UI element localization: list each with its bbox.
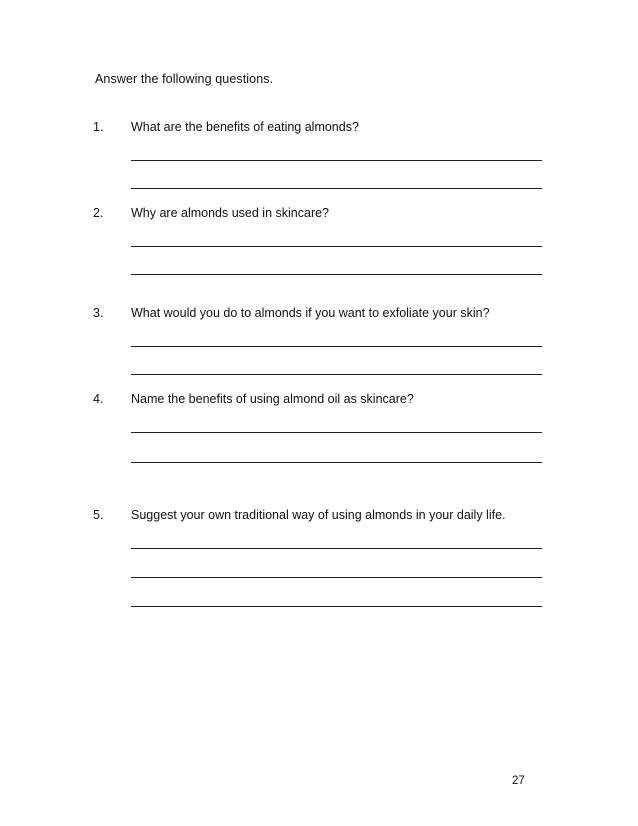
question-1-answer-line-2[interactable] [131, 188, 542, 189]
question-4-answer-line-2[interactable] [131, 462, 542, 463]
question-3-answer-line-2[interactable] [131, 374, 542, 375]
question-2-answer-line-1[interactable] [131, 246, 542, 247]
question-5-text: Suggest your own traditional way of using almonds in your daily life. [131, 508, 506, 522]
instruction-text: Answer the following questions. [95, 72, 274, 86]
question-1-number: 1. [93, 120, 104, 134]
question-3-text: What would you do to almonds if you want to exfoliate your skin? [131, 306, 490, 320]
question-2-answer-line-2[interactable] [131, 274, 542, 275]
question-4-text: Name the benefits of using almond oil as skincare? [131, 392, 414, 406]
question-2-number: 2. [93, 206, 104, 220]
page-number: 27 [512, 775, 525, 787]
question-4-answer-line-1[interactable] [131, 432, 542, 433]
question-3-number: 3. [93, 306, 104, 320]
question-3-answer-line-1[interactable] [131, 346, 542, 347]
question-4-number: 4. [93, 392, 104, 406]
question-1-text: What are the benefits of eating almonds? [131, 120, 359, 134]
question-5-number: 5. [93, 508, 104, 522]
question-2-text: Why are almonds used in skincare? [131, 206, 330, 220]
question-1-answer-line-1[interactable] [131, 160, 542, 161]
question-5-answer-line-2[interactable] [131, 577, 542, 578]
question-5-answer-line-3[interactable] [131, 606, 542, 607]
question-5-answer-line-1[interactable] [131, 548, 542, 549]
